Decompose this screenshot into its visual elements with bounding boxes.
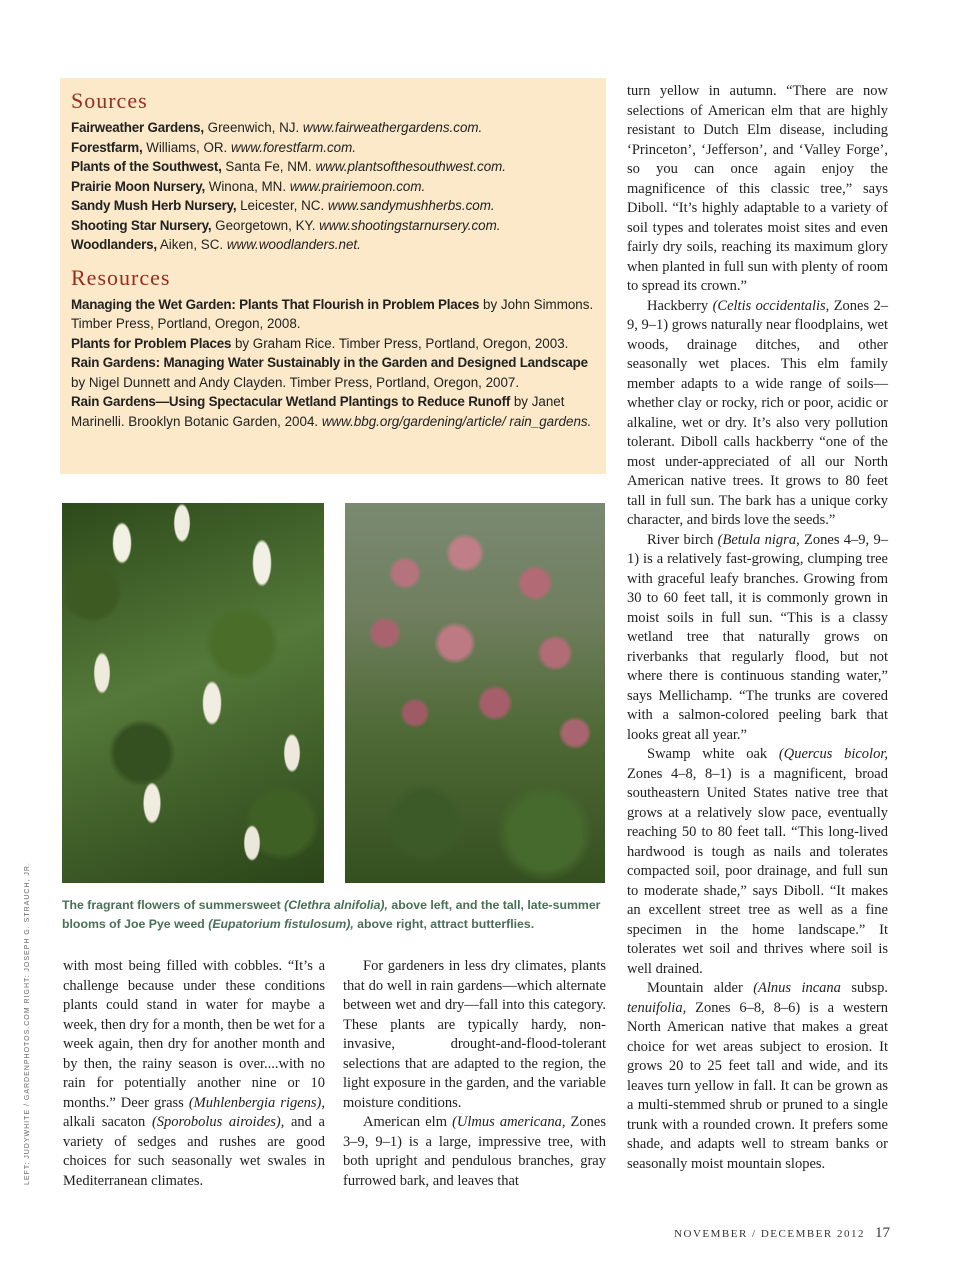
- source-item: Forestfarm, Williams, OR. www.forestfarm.com.: [71, 139, 357, 155]
- paragraph: turn yellow in autumn. “There are now selections of American elm that are highly resistant to Dutch Elm disease, including ‘Princeton’, ‘Jefferson’, and ‘Valley Forge’, so you can once again enjoy the magnificence of this classic tree,” says Diboll. “It’s highly adaptable to a variety of soil types and tolerates moist sites and even fairly dry soils, reaching its maximum glory when planted in full sun with plenty of room to spread its crown.”: [627, 83, 888, 294]
- sources-list: [71, 118, 594, 255]
- source-url[interactable]: www.sandymushherbs.com.: [327, 198, 495, 213]
- body-column-1: [63, 957, 325, 1191]
- resource-item: Rain Gardens—Using Spectacular Wetland Plantings to Reduce Runoff by Janet Marinelli. Brooklyn Botanic Garden, 2004. www.bbg.org/gardening/article/ rain_gardens.: [71, 394, 592, 429]
- source-item: Fairweather Gardens, Greenwich, NJ. www.fairweathergardens.com.: [71, 120, 483, 135]
- paragraph: For gardeners in less dry climates, plants that do well in rain gardens—which alternate between wet and dry—fall into this category. These plants are typically hardy, non-invasive, drought-and-flood-tolerant selections that are adapted to the region, the light exposure in the garden, and the variable moisture conditions.: [343, 958, 606, 1111]
- body-column-3: [627, 82, 888, 1174]
- sources-heading: Sources: [71, 88, 148, 113]
- source-item: Prairie Moon Nursery, Winona, MN. www.prairiemoon.com.: [71, 178, 426, 194]
- photo-credit: LEFT: JUDYWHITE / GARDENPHOTOS.COM RIGHT: JOSEPH G. STRAUCH, JR.: [24, 862, 31, 1185]
- source-url[interactable]: www.forestfarm.com.: [231, 139, 357, 155]
- resource-url[interactable]: www.bbg.org/gardening/article/ rain_gardens.: [321, 413, 592, 429]
- page-footer: [674, 1225, 890, 1242]
- sources-resources-sidebar: [60, 78, 606, 474]
- body-column-2: [343, 957, 606, 1191]
- joe-pye-weed-photo: [345, 503, 605, 883]
- summersweet-photo: [62, 503, 324, 883]
- resource-item: Managing the Wet Garden: Plants That Flourish in Problem Places by John Simmons. Timber Press, Portland, Oregon, 2008.: [71, 296, 594, 331]
- issue-date: NOVEMBER / DECEMBER 2012: [674, 1228, 865, 1240]
- source-item: Sandy Mush Herb Nursery, Leicester, NC. www.sandymushherbs.com.: [71, 198, 495, 213]
- resource-item: Plants for Problem Places by Graham Rice. Timber Press, Portland, Oregon, 2003.: [71, 335, 569, 351]
- paragraph: Swamp white oak (Quercus bicolor, Zones 4–8, 8–1) is a magnificent, broad southeastern United States native tree that grows at a relatively slow pace, eventually reaching 50 to 80 feet tall. “This long-lived hardwood is tough as nails and tolerates compacted soil, poor drainage, and full sun to moderate shade,” says Diboll. “It makes an excellent street tree as well as a fine specimen in the home landscape.” It tolerates wet soil and thrives where soil is well drained.: [627, 746, 888, 977]
- source-item: Woodlanders, Aiken, SC. www.woodlanders.net.: [71, 237, 361, 252]
- photo-caption: The fragrant flowers of summersweet (Clethra alnifolia), above left, and the tall, late-summer blooms of Joe Pye weed (Eupatorium fistulosum), above right, attract butterflies.: [62, 898, 601, 931]
- source-item: Plants of the Southwest, Santa Fe, NM. www.plantsofthesouthwest.com.: [71, 159, 507, 174]
- page-number: 17: [875, 1225, 890, 1241]
- paragraph: American elm (Ulmus americana, Zones 3–9, 9–1) is a large, impressive tree, with both upright and pendulous branches, gray furrowed bark, and leaves that: [343, 1114, 606, 1189]
- paragraph: Hackberry (Celtis occidentalis, Zones 2–9, 9–1) grows naturally near floodplains, wet woods, drainage ditches, and other seasonally wet places. This elm family member adapts to a wide range of soils—whether clay or rocky, rich or poor, acidic or alkaline, wet or dry. It’s also very pollution tolerant. Diboll calls hackberry “one of the most under-appreciated of all our North American native trees. It grows to 80 feet tall in full sun. The bark has a unique corky character, and birds love the seeds.”: [627, 297, 889, 528]
- source-url[interactable]: www.shootingstarnursery.com.: [319, 217, 501, 233]
- resources-list: [71, 295, 594, 432]
- source-item: Shooting Star Nursery, Georgetown, KY. www.shootingstarnursery.com.: [71, 217, 501, 233]
- paragraph: River birch (Betula nigra, Zones 4–9, 9–1) is a relatively fast-growing, clumping tree with graceful leafy branches. Growing from 30 to 60 feet tall, it is commonly grown in moist soils in full sun. “This is a classy wetland tree that naturally grows on riverbanks that regularly flood, but not where there is continuous standing water,” says Mellichamp. “The trunks are covered with a salmon-colored peeling bark that looks great all year.”: [627, 531, 888, 743]
- paragraph: with most being filled with cobbles. “It’s a challenge because under these conditions plants could stand in water for maybe a week, then dry for a month, then be wet for a week again, then dry for another month and by then, the rainy season is over....with no rain for potentially another nine or 10 months.” Deer grass (Muhlenbergia rigens), alkali sacaton (Sporobolus airoides), and a variety of sedges and rushes are good choices for such seasonally wet swales in Mediterranean climates.: [63, 958, 325, 1189]
- resource-item: Rain Gardens: Managing Water Sustainably in the Garden and Designed Landscape by Nigel Dunnett and Andy Clayden. Timber Press, Portland, Oregon, 2007.: [71, 355, 588, 390]
- resources-heading: Resources: [71, 264, 171, 290]
- paragraph: Mountain alder (Alnus incana subsp. tenuifolia, Zones 6–8, 8–6) is a western North American native that makes a great choice for wet areas subject to erosion. It grows 20 to 25 feet tall and wide, and its leaves turn yellow in fall. It can be grown as a multi-stemmed shrub or pruned to a single trunk with a rounded crown. It prefers some shade, and adapts well to stream banks or seasonally moist mountain slopes.: [627, 980, 888, 1172]
- source-url[interactable]: www.plantsofthesouthwest.com.: [315, 159, 507, 174]
- source-url[interactable]: www.fairweathergardens.com.: [302, 120, 483, 135]
- source-url[interactable]: www.prairiemoon.com.: [289, 178, 426, 194]
- source-url[interactable]: www.woodlanders.net.: [226, 237, 361, 252]
